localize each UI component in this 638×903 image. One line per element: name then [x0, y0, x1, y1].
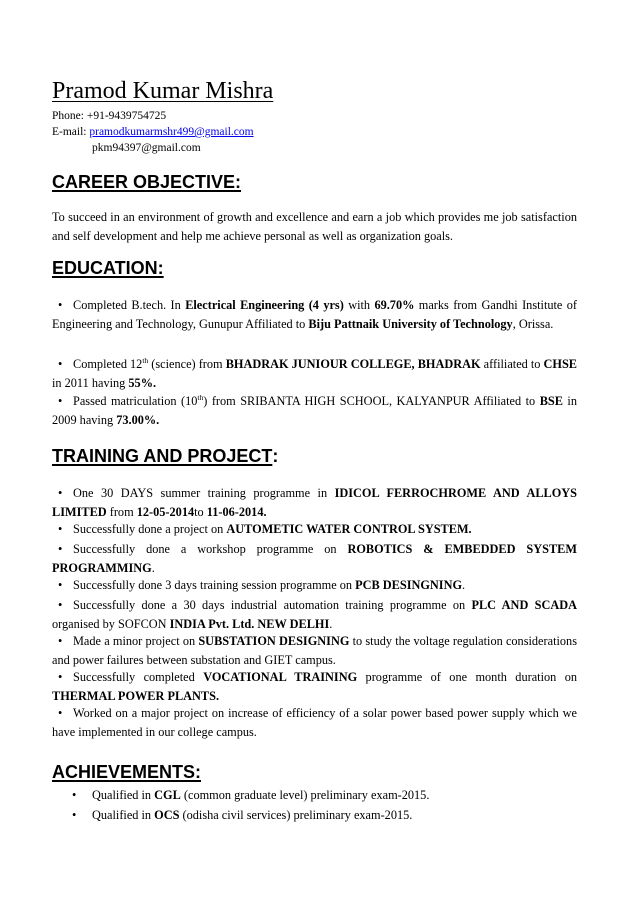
bullet-icon: • [58, 394, 63, 408]
training-item-water-control: • Successfully done a project on AUTOMETIC WATER CONTROL SYSTEM. [52, 520, 577, 539]
phone-number: +91-9439754725 [86, 110, 167, 122]
education-12th-item: • Completed 12th (science) from BHADRAK JUNIOUR COLLEGE, BHADRAK affiliated to CHSE in 2011 having 55%. [52, 356, 578, 390]
training-item-solar: • Worked on a major project on increase of efficiency of a solar power based power supply which we have implemented in our college campus. [52, 706, 577, 739]
education-10th-item: • Passed matriculation (10th) from SRIBANTA HIGH SCHOOL, KALYANPUR Affiliated to BSE in 2009 having 73.00%. [52, 393, 577, 427]
training-item-pcb: • Successfully done 3 days training session programme on PCB DESINGNING. [52, 576, 577, 595]
bullet-icon: • [58, 486, 63, 500]
training-item-substation: • Made a minor project on SUBSTATION DESIGNING to study the voltage regulation considerations and power failures between substation and GIET campus. [52, 634, 577, 667]
achievements-heading: ACHIEVEMENTS: [52, 762, 202, 782]
email-label: E-mail: [52, 126, 87, 138]
email-line [52, 126, 254, 138]
training-heading: TRAINING AND PROJECT: [52, 446, 279, 466]
bullet-icon: • [72, 788, 77, 802]
phone-line [52, 110, 166, 122]
bullet-icon: • [58, 298, 63, 312]
bullet-icon: • [58, 542, 63, 556]
email-secondary: pkm94397@gmail.com [92, 142, 201, 154]
career-objective-text: To succeed in an environment of growth and excellence and earn a job which provides me job satisfaction and self development and help me achieve personal as well as organization goals. [52, 210, 577, 243]
bullet-icon: • [58, 598, 63, 612]
email-primary-link[interactable]: pramodkumarmshr499@gmail.com [89, 126, 254, 138]
bullet-icon: • [58, 670, 63, 684]
bullet-icon: • [58, 357, 63, 371]
bullet-icon: • [58, 578, 63, 592]
bullet-icon: • [58, 522, 63, 536]
achievement-item-ocs: • Qualified in OCS (odisha civil services) preliminary exam-2015. [72, 806, 577, 825]
training-item-idicol: • One 30 DAYS summer training programme in IDICOL FERROCHROME AND ALLOYS LIMITED from 12-05-2014to 11-06-2014. [52, 486, 578, 519]
career-objective-heading: CAREER OBJECTIVE: [52, 172, 242, 192]
training-item-robotics: • Successfully done a workshop programme on ROBOTICS & EMBEDDED SYSTEM PROGRAMMING. [52, 542, 577, 575]
education-btech-item: • Completed B.tech. In Electrical Engineering (4 yrs) with 69.70% marks from Gandhi Institute of Engineering and Technology, Gunupur Affiliated to Biju Pattnaik University of Technology, Orissa. [52, 298, 578, 331]
training-item-vocational: • Successfully completed VOCATIONAL TRAINING programme of one month duration on THERMAL POWER PLANTS. [52, 670, 577, 703]
training-item-plc-scada: • Successfully done a 30 days industrial automation training programme on PLC AND SCADA organised by SOFCON INDIA Pvt. Ltd. NEW DELHI. [52, 598, 577, 631]
bullet-icon: • [72, 808, 77, 822]
bullet-icon: • [58, 634, 63, 648]
bullet-icon: • [58, 706, 63, 720]
education-heading: EDUCATION: [52, 258, 164, 278]
phone-label: Phone: [52, 110, 84, 122]
candidate-name: Pramod Kumar Mishra [52, 78, 274, 104]
achievement-item-cgl: • Qualified in CGL (common graduate level) preliminary exam-2015. [72, 786, 577, 805]
